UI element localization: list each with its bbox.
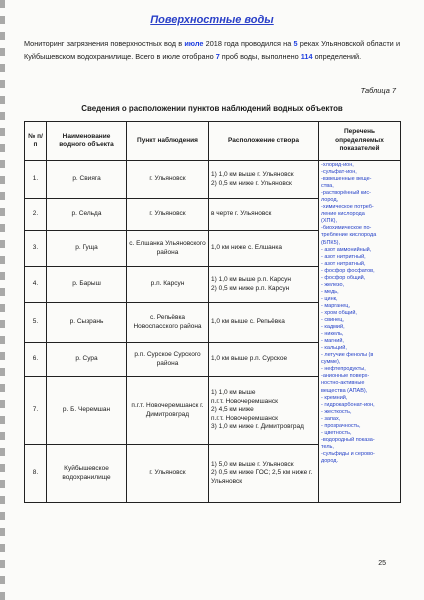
param-item: - гидрокарбонат-ион,	[321, 401, 375, 408]
param-item: -взвешенные веще-	[321, 176, 372, 183]
row-location: 1) 1,0 км выше п.г.т. Новочеремшанск 2) 4,5 км ниже п.г.т. Новочеремшанск 3) 1,0 км ниже г. Димитровград	[209, 377, 319, 445]
row-point: р.п. Карсун	[127, 267, 209, 303]
row-location: 1) 5,0 км выше г. Ульяновск 2) 0,5 км ниже ГОС; 2,5 км ниже г. Ульяновск	[209, 445, 319, 503]
param-item: ление кислорода	[321, 211, 365, 218]
table-row	[25, 161, 401, 199]
param-item: - хром общий,	[321, 309, 357, 316]
param-item: -химическое потреб-	[321, 204, 374, 211]
row-location: 1) 1,0 км выше г. Ульяновск 2) 0,5 км ниже г. Ульяновск	[209, 161, 319, 199]
param-item: -хлорид-ион,	[321, 162, 354, 168]
para-text: проб воды, выполнено	[219, 51, 301, 61]
row-point: п.г.т. Новочеремшанск г. Димитровград	[127, 377, 209, 445]
rivers-count: 5	[293, 39, 298, 48]
param-item: ства,	[321, 183, 334, 190]
param-item: - прозрачность,	[321, 422, 361, 429]
param-item: - марганец,	[321, 302, 350, 309]
row-location: в черте г. Ульяновск	[209, 199, 319, 231]
param-item: (ХПК),	[321, 218, 338, 225]
row-num: 6.	[25, 343, 47, 377]
row-point: с. Репьёвка Новоспасского района	[127, 303, 209, 343]
header-num: № п/п	[25, 122, 47, 161]
row-point: г. Ульяновск	[127, 445, 209, 503]
param-item: требление кислорода	[321, 232, 377, 239]
param-item: - кальций,	[321, 345, 347, 352]
row-object: Куйбышевское водохранилище	[47, 445, 127, 503]
param-item: лород,	[321, 197, 339, 204]
param-item: - азот нитратный,	[321, 260, 366, 267]
header-object: Наименование водного объекта	[47, 122, 127, 161]
row-point: г. Ульяновск	[127, 199, 209, 231]
determinations-count: 114	[300, 51, 313, 61]
param-item: - свинец,	[321, 317, 344, 324]
para-text: реках Ульяновской области и Куйбышевском водохранилище. Всего в июле отобрано	[24, 39, 401, 61]
param-item: - жесткость,	[321, 408, 352, 415]
row-point: с. Елшанка Ульяновского района	[127, 231, 209, 267]
intro-paragraph	[24, 38, 400, 63]
param-item: - цветность,	[321, 429, 352, 436]
observation-points-table	[24, 121, 401, 503]
param-item: -водородный показа-	[321, 436, 375, 443]
param-item: - цинк,	[321, 295, 338, 302]
param-item: тель,	[321, 443, 334, 450]
para-text: определений.	[312, 51, 362, 61]
header-location: Расположение створа	[209, 122, 319, 161]
table-caption: Сведения о расположении пунктов наблюдений водных объектов	[81, 104, 343, 113]
section-title: Поверхностные воды	[150, 14, 274, 26]
month-value: июле	[184, 39, 204, 48]
param-item: -сульфиды и серово-	[321, 450, 375, 457]
row-num: 8.	[25, 445, 47, 503]
row-point: р.п. Сурское Сурского района	[127, 343, 209, 377]
row-num: 3.	[25, 231, 47, 267]
param-item: - никель,	[321, 331, 344, 338]
param-item: - железо,	[321, 281, 345, 288]
param-item: дород.	[321, 457, 339, 464]
param-item: (БПК5),	[321, 239, 341, 246]
row-location: 1,0 км выше с. Репьёвка	[209, 303, 319, 343]
row-location: 1,0 км выше р.п. Сурское	[209, 343, 319, 377]
param-item: - азот аммонийный,	[321, 246, 372, 253]
header-point: Пункт наблюдения	[127, 122, 209, 161]
param-item: ностно-активные	[321, 380, 365, 387]
param-item: -анионные поверх-	[321, 373, 370, 380]
row-object: р. Барыш	[47, 267, 127, 303]
row-object: р. Гуща	[47, 231, 127, 267]
table-label: Таблица 7	[360, 86, 396, 95]
row-num: 5.	[25, 303, 47, 343]
row-object: р. Свияга	[47, 161, 127, 199]
params-list	[319, 161, 401, 503]
samples-count: 7	[215, 51, 220, 61]
para-text: Мониторинг загрязнения поверхностных вод в	[24, 39, 185, 48]
param-item: - медь,	[321, 288, 339, 295]
row-point: г. Ульяновск	[127, 161, 209, 199]
param-item: - фосфор фосфатов,	[321, 267, 375, 274]
param-item: вещества (АПАВ),	[321, 387, 368, 394]
row-location: 1,0 км ниже с. Елшанка	[209, 231, 319, 267]
row-object: р. Б. Черемшан	[47, 377, 127, 445]
param-item: - азот нитритный,	[321, 253, 366, 260]
param-item: - кадмий,	[321, 324, 345, 331]
param-item: - запах,	[321, 415, 341, 422]
binding-edge	[0, 0, 5, 600]
row-num: 4.	[25, 267, 47, 303]
param-item: сумме),	[321, 359, 341, 366]
row-num: 7.	[25, 377, 47, 445]
row-location: 1) 1,0 км выше р.п. Карсун 2) 0,5 км ниже р.п. Карсун	[209, 267, 319, 303]
param-item: - фосфор общий,	[321, 274, 366, 281]
table-header-row	[25, 122, 401, 161]
row-object: р. Сура	[47, 343, 127, 377]
param-item: - магний,	[321, 338, 344, 345]
param-item: - кремний,	[321, 394, 348, 401]
para-text: 2018 года проводился на	[203, 39, 294, 48]
param-item: -растворённый кис-	[321, 190, 371, 197]
row-object: р. Сельда	[47, 199, 127, 231]
page-number: 25	[378, 560, 386, 567]
param-item: -биохимическое по-	[321, 225, 372, 232]
param-item: -сульфат-ион,	[321, 169, 357, 176]
row-num: 2.	[25, 199, 47, 231]
header-params: Перечень определяемых показателей	[319, 122, 401, 161]
param-item: - нефтепродукты,	[321, 366, 366, 373]
param-item: - летучие фенолы (в	[321, 352, 374, 359]
row-num: 1.	[25, 161, 47, 199]
row-object: р. Сызрань	[47, 303, 127, 343]
